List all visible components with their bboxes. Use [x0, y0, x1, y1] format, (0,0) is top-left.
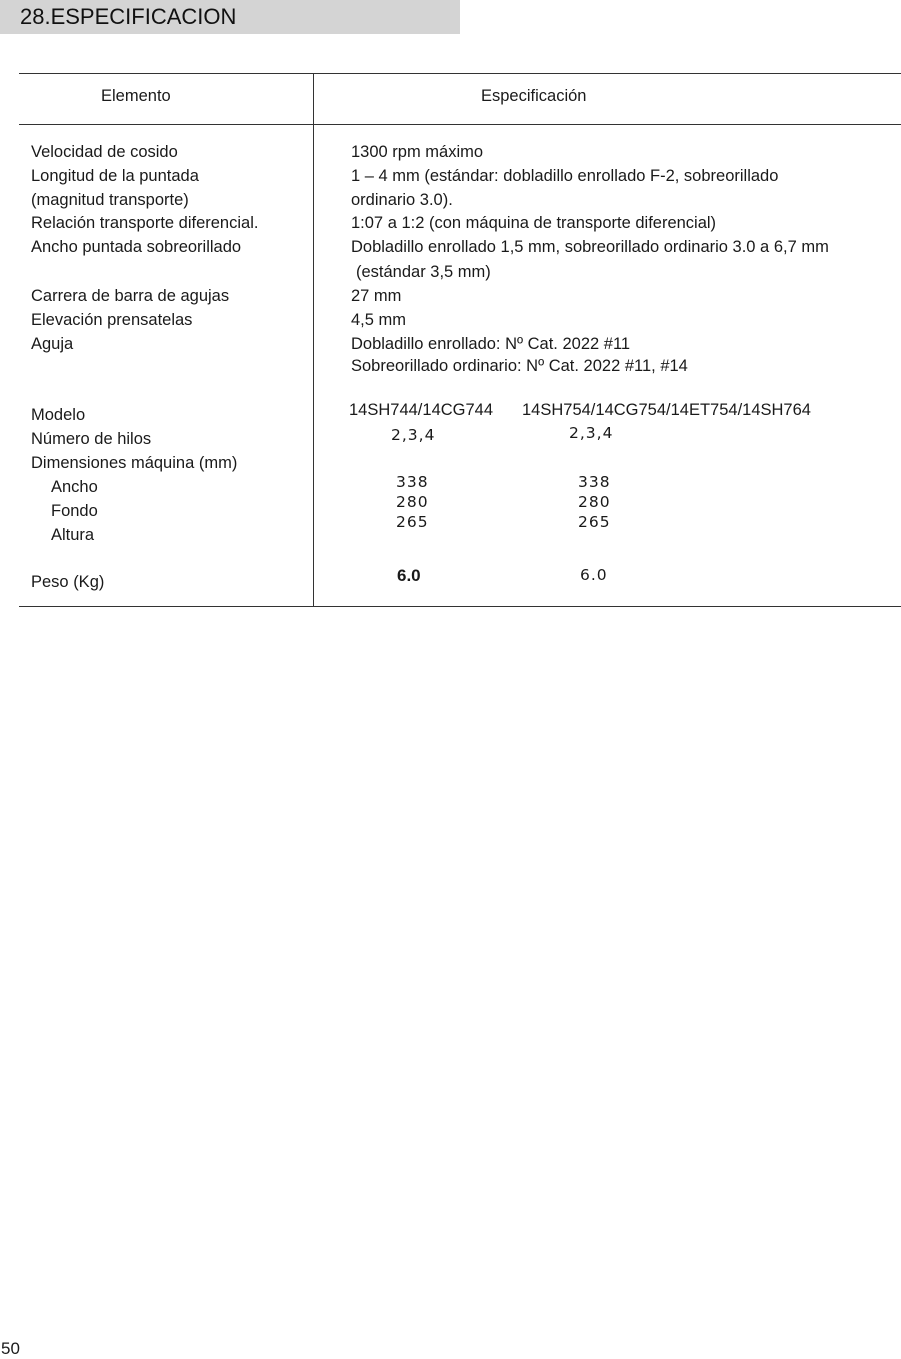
model-depth: 280: [578, 493, 611, 511]
page-number: 50: [1, 1339, 20, 1358]
spec-stitch-length-cont: ordinario 3.0).: [351, 191, 453, 209]
model-width: 338: [578, 473, 611, 491]
table-bottom-rule: [19, 606, 901, 607]
label-width: Ancho: [51, 478, 98, 496]
model-weight: 6.0: [580, 566, 608, 584]
model-threads: 2,3,4: [569, 424, 614, 442]
model-height: 265: [578, 513, 611, 531]
model-name: 14SH754/14CG754/14ET754/14SH764: [522, 401, 811, 419]
label-dimensions: Dimensiones máquina (mm): [31, 454, 238, 472]
spec-sewing-speed: 1300 rpm máximo: [351, 143, 484, 161]
spec-overlock-width-cont: (estándar 3,5 mm): [356, 263, 491, 281]
header-specification: Especificación: [481, 87, 587, 105]
spec-needle-rolled: Dobladillo enrollado: Nº Cat. 2022 #11: [351, 335, 631, 353]
label-model: Modelo: [31, 406, 86, 424]
label-height: Altura: [51, 526, 95, 544]
model-width: 338: [396, 473, 429, 491]
label-stitch-length-sub: (magnitud transporte): [31, 191, 189, 209]
label-needle-bar: Carrera de barra de agujas: [31, 287, 230, 305]
spec-stitch-length: 1 – 4 mm (estándar: dobladillo enrollado F-2, sobreorillado: [351, 167, 779, 185]
label-overlock-width: Ancho puntada sobreorillado: [31, 238, 242, 256]
model-threads: 2,3,4: [391, 426, 436, 444]
model-height: 265: [396, 513, 429, 531]
model-depth: 280: [396, 493, 429, 511]
label-threads: Número de hilos: [31, 430, 152, 448]
header-element: Elemento: [101, 87, 171, 105]
label-needle: Aguja: [31, 335, 74, 353]
spec-overlock-width: Dobladillo enrollado 1,5 mm, sobreorillado ordinario 3.0 a 6,7 mm: [351, 238, 829, 256]
label-stitch-length: Longitud de la puntada: [31, 167, 199, 185]
spec-presser-lift: 4,5 mm: [351, 311, 407, 329]
spec-needle-ordinary: Sobreorillado ordinario: Nº Cat. 2022 #11, #14: [351, 357, 688, 375]
spec-needle-bar: 27 mm: [351, 287, 402, 305]
spec-diff-feed: 1:07 a 1:2 (con máquina de transporte diferencial): [351, 214, 717, 232]
model-weight: 6.0: [397, 566, 421, 585]
label-depth: Fondo: [51, 502, 98, 520]
model-name: 14SH744/14CG744: [349, 401, 494, 419]
table-column-divider: [313, 73, 314, 607]
label-weight: Peso (Kg): [31, 573, 105, 591]
label-diff-feed: Relación transporte diferencial.: [31, 214, 259, 232]
table-header-rule: [19, 124, 901, 125]
label-presser-lift: Elevación prensatelas: [31, 311, 193, 329]
label-sewing-speed: Velocidad de cosido: [31, 143, 178, 161]
section-title: 28.ESPECIFICACION: [20, 4, 237, 29]
table-top-rule: [19, 73, 901, 74]
